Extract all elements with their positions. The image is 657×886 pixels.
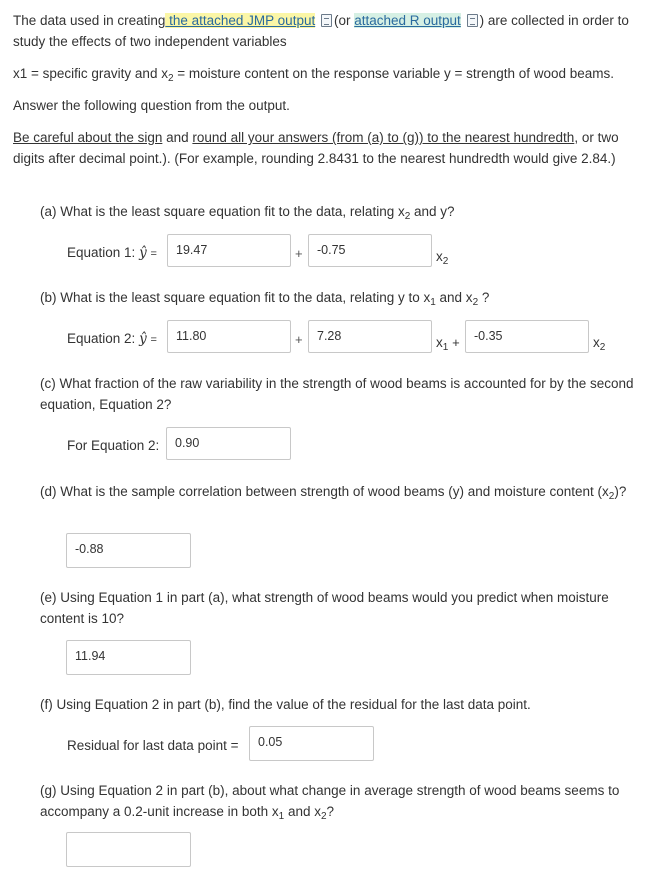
document-icon[interactable] — [467, 14, 478, 27]
plus-sign: + — [295, 246, 303, 261]
equation-1-label: Equation 1: ŷ = — [67, 245, 157, 261]
equation-2-fraction-label: For Equation 2: — [67, 438, 160, 453]
correlation-input[interactable]: -0.88 — [66, 533, 191, 568]
question-e: (e) Using Equation 1 in part (a), what strength of wood beams would you predict when moisture content is 10? — [40, 590, 609, 626]
equation-2-x2-coef-input[interactable]: -0.35 — [465, 320, 589, 353]
plus-sign: + — [295, 332, 303, 347]
variables-text: x1 = specific gravity and $x_2$ = moisture content on the response variable y = strength of wood beams. — [13, 66, 615, 84]
question-c: (c) What fraction of the raw variability in the strength of wood beams is accounted for by the second equation, Equation 2? — [40, 376, 634, 412]
equation-2-x1-coef-input[interactable]: 7.28 — [308, 320, 432, 353]
equation-2-label: Equation 2: ŷ = — [67, 331, 157, 347]
question-f: (f) Using Equation 2 in part (b), find the value of the residual for the last data point. — [40, 697, 531, 712]
question-d: (d) What is the sample correlation between strength of wood beams (y) and moisture content $(x_2)$? — [40, 484, 627, 502]
change-input[interactable] — [66, 832, 191, 867]
careful-note: Be careful about the sign and round all your answers (from (a) to (g)) to the nearest hundredth, or two digits after decimal point.). (For example, rounding 2.8431 to the nearest hundredth would give 2.84.) — [13, 130, 619, 166]
residual-input[interactable]: 0.05 — [249, 726, 374, 761]
question-a: (a) What is the least square equation fit to the data, relating $x_2$ and y? — [40, 204, 455, 222]
intro-paragraph — [13, 10, 649, 52]
equation-2-intercept-input[interactable]: 11.80 — [167, 320, 291, 353]
question-b: (b) What is the least square equation fit to the data, relating y to $x_1$ and $x_2$ ? — [40, 290, 490, 308]
x2-variable-label: $x_2$ — [593, 335, 606, 353]
document-icon[interactable] — [321, 14, 332, 27]
prediction-input[interactable]: 11.94 — [66, 640, 191, 675]
x2-variable-label: $x_2$ — [436, 249, 449, 267]
r-output-link[interactable]: attached R output — [354, 13, 461, 28]
r-squared-input[interactable]: 0.90 — [166, 427, 291, 460]
instructions-text: Answer the following question from the output. — [13, 98, 290, 113]
x1-variable-label: $x_1$ + — [436, 335, 460, 353]
question-g: (g) Using Equation 2 in part (b), about what change in average strength of wood beams seems to accompany a 0.2-unit increase in both $x_1$ and $x_2$? — [40, 783, 620, 822]
intro-text-3: ) are collected in order to study the effects of two independent variables — [13, 13, 629, 49]
equation-1-intercept-input[interactable]: 19.47 — [167, 234, 291, 267]
intro-text: The data used in creating — [13, 13, 166, 28]
equation-1-slope-input[interactable]: -0.75 — [308, 234, 432, 267]
intro-text-2: (or — [333, 13, 355, 28]
jmp-output-link[interactable]: the attached JMP output — [165, 13, 316, 28]
residual-label: Residual for last data point = — [67, 738, 239, 753]
